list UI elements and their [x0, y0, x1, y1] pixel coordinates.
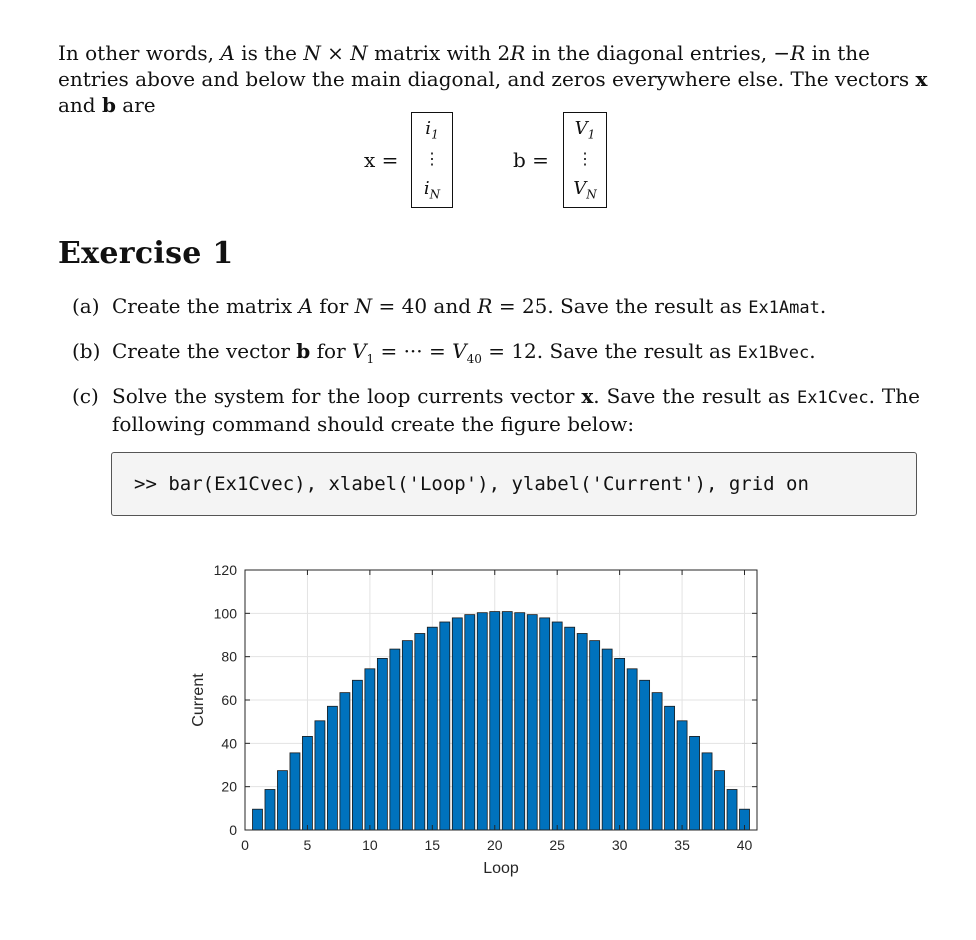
x-tick-label: 15 — [424, 837, 441, 853]
math-A: A — [220, 41, 235, 65]
bar-9 — [352, 680, 362, 830]
bar-33 — [652, 693, 662, 830]
math-R: R — [790, 41, 806, 65]
y-tick-label: 100 — [213, 605, 237, 622]
bar-14 — [415, 633, 425, 830]
x-tick-label: 0 — [241, 837, 249, 853]
bar-1 — [252, 809, 262, 830]
x-axis-label: Loop — [483, 860, 519, 877]
bar-15 — [427, 627, 437, 830]
text-run: matrix with 2 — [367, 41, 511, 65]
b-vector-matrix — [563, 112, 607, 208]
bar-22 — [515, 613, 525, 830]
exercise-item-c: (c) Solve the system for the loop currents vector x. Save the result as Ex1Cvec. The following command should create the figure below: — [72, 384, 920, 436]
math-b-bold: b — [101, 93, 116, 117]
bar-5 — [302, 736, 312, 830]
y-tick-label: 80 — [221, 648, 237, 665]
y-tick-label: 0 — [229, 822, 237, 838]
math-R: R — [510, 41, 526, 65]
math-NxN: N × N — [303, 41, 368, 65]
bar-18 — [465, 615, 475, 830]
intro-paragraph — [58, 40, 928, 118]
vector-definitions — [0, 112, 976, 212]
x-vector-top: $i_1$ — [425, 118, 439, 142]
bar-17 — [452, 618, 462, 830]
x-tick-label: 35 — [674, 837, 690, 853]
bar-13 — [402, 641, 412, 830]
item-label: (c) — [72, 384, 99, 408]
text-run: and — [58, 93, 102, 117]
code-command: >> bar(Ex1Cvec), xlabel('Loop'), ylabel('Current'), grid on — [134, 473, 809, 495]
bar-2 — [265, 789, 275, 830]
math-x-bold: x — [915, 67, 928, 91]
text-run: are — [115, 93, 156, 117]
bar-8 — [340, 693, 350, 830]
x-vector-label: x = — [364, 148, 399, 172]
x-tick-label: 10 — [362, 837, 378, 853]
bar-29 — [602, 649, 612, 830]
bar-34 — [665, 706, 675, 830]
exercise-item-a: (a) Create the matrix A for N = 40 and R = 25. Save the result as Ex1Amat. — [72, 294, 827, 318]
b-vector-bottom: $V_N$ — [573, 178, 597, 202]
x-vector-matrix — [411, 112, 453, 208]
x-tick-label: 30 — [611, 837, 628, 853]
bar-20 — [490, 612, 500, 830]
bar-26 — [565, 627, 575, 830]
x-tick-label: 20 — [486, 837, 503, 853]
text-run: in the entries above and below the main diagonal, and zeros everywhere else. The vectors — [58, 41, 916, 91]
x-tick-label: 40 — [736, 837, 753, 853]
exercise-title: Exercise 1 — [58, 236, 234, 271]
b-vector-label: b = — [513, 148, 549, 172]
y-tick-label: 120 — [213, 562, 237, 578]
bar-24 — [540, 618, 550, 830]
bar-30 — [615, 658, 625, 830]
item-label: (a) — [72, 294, 100, 318]
bar-25 — [552, 622, 562, 830]
text-run: is the — [234, 41, 304, 65]
b-vector-dots: ⋮ — [577, 149, 593, 168]
y-tick-label: 60 — [221, 692, 237, 708]
bar-3 — [277, 771, 287, 830]
bar-37 — [702, 753, 712, 830]
bar-28 — [590, 641, 600, 830]
variable-name: Ex1Amat — [748, 298, 820, 318]
bar-19 — [477, 613, 487, 830]
bar-6 — [315, 721, 325, 830]
bar-31 — [627, 669, 637, 830]
b-vector-top: $V_1$ — [574, 118, 596, 142]
text-run: in the diagonal entries, − — [525, 41, 791, 65]
bar-35 — [677, 721, 687, 830]
item-label: (b) — [72, 339, 101, 363]
y-axis-label: Current — [190, 673, 207, 727]
variable-name: Ex1Bvec — [737, 343, 810, 363]
bar-16 — [440, 622, 450, 830]
bar-7 — [327, 706, 337, 830]
x-tick-label: 25 — [549, 837, 565, 853]
bar-10 — [365, 669, 375, 830]
bar-36 — [690, 736, 700, 830]
bar-38 — [715, 771, 725, 830]
bar-chart — [0, 540, 976, 940]
bar-23 — [527, 615, 537, 830]
exercise-item-b: (b) Create the vector b for $V_1$ = ··· = $V_{40} = 12$. Save the result as Ex1Bvec. — [72, 339, 816, 366]
bar-32 — [640, 680, 650, 830]
bar-27 — [577, 633, 587, 830]
bar-12 — [390, 649, 400, 830]
bar-21 — [502, 612, 512, 830]
code-block — [111, 452, 917, 516]
x-vector-bottom: $i_N$ — [423, 178, 441, 202]
variable-name: Ex1Cvec — [796, 388, 869, 408]
y-tick-label: 20 — [221, 778, 237, 795]
bar-39 — [727, 789, 737, 830]
bar-11 — [377, 658, 387, 830]
x-vector-dots: ⋮ — [424, 149, 440, 168]
text-run: In other words, — [58, 41, 221, 65]
y-tick-label: 40 — [221, 735, 237, 752]
bar-4 — [290, 753, 300, 830]
x-tick-label: 5 — [303, 837, 312, 853]
